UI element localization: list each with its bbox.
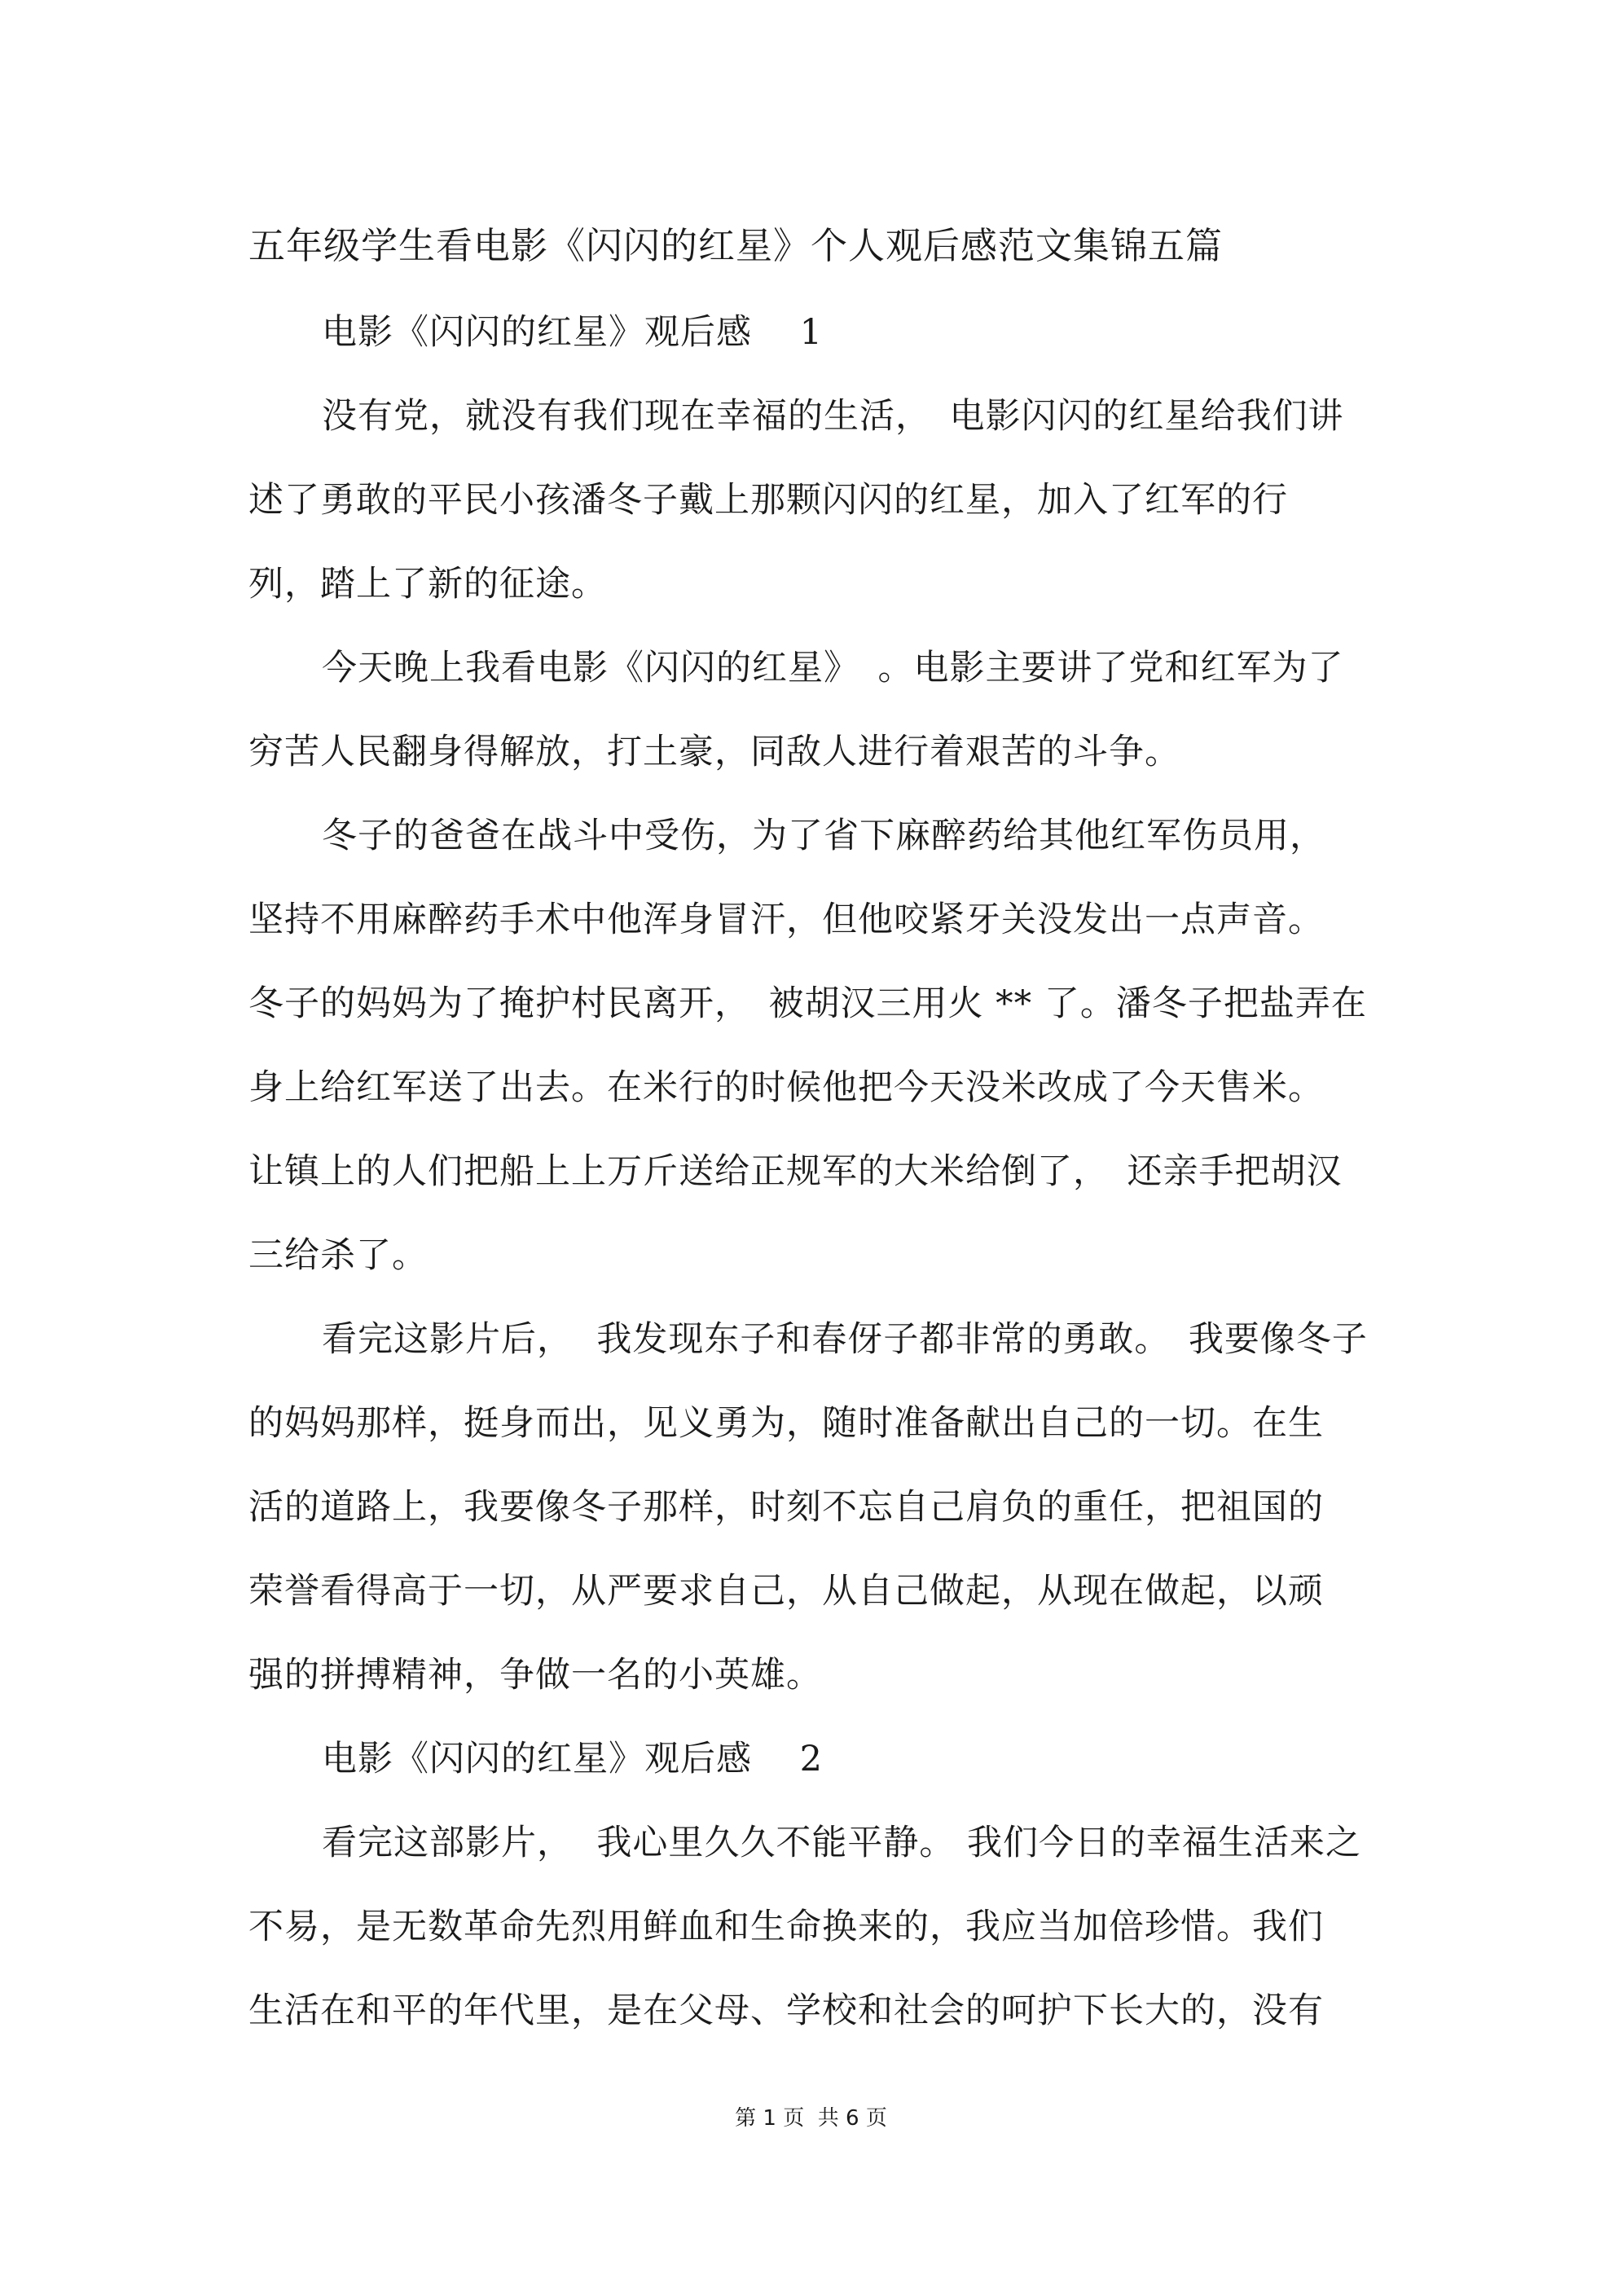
paragraph-line: 今天晚上我看电影《闪闪的红星》 。电影主要讲了党和红军为了 — [322, 648, 1344, 688]
paragraph-line: 让镇上的人们把船上上万斤送给正规军的大米给倒了， 还亲手把胡汉 — [248, 1151, 1343, 1192]
paragraph-line: 活的道路上，我要像冬子那样，时刻不忘自己肩负的重任，把祖国的 — [248, 1487, 1324, 1528]
paragraph-line: 穷苦人民翻身得解放，打土豪，同敌人进行着艰苦的斗争。 — [248, 732, 1180, 772]
paragraph-line: 列，踏上了新的征途。 — [248, 564, 607, 605]
paragraph-line: 看完这影片后， 我发现东子和春伢子都非常的勇敢。 我要像冬子 — [322, 1319, 1368, 1360]
paragraph-line: 不易，是无数革命先烈用鲜血和生命换来的，我应当加倍珍惜。我们 — [248, 1907, 1324, 1947]
paragraph-line: 坚持不用麻醉药手术中他浑身冒汗，但他咬紧牙关没发出一点声音。 — [248, 899, 1324, 940]
paragraph-line: 看完这部影片， 我心里久久不能平静。 我们今日的幸福生活来之 — [322, 1823, 1362, 1863]
document-title: 五年级学生看电影《闪闪的红星》个人观后感范文集锦五篇 — [248, 224, 1224, 267]
paragraph-line: 身上给红军送了出去。在米行的时候他把今天没米改成了今天售米。 — [248, 1067, 1324, 1108]
paragraph-line: 冬子的爸爸在战斗中受伤，为了省下麻醉药给其他红军伤员用， — [322, 816, 1325, 856]
paragraph-line: 的妈妈那样，挺身而出，见义勇为，随时准备献出自己的一切。在生 — [248, 1403, 1324, 1444]
paragraph-line: 荣誉看得高于一切，从严要求自己，从自己做起，从现在做起，以顽 — [248, 1571, 1324, 1612]
section-heading-1: 电影《闪闪的红星》观后感 1 — [322, 312, 824, 353]
paragraph-line: 述了勇敢的平民小孩潘冬子戴上那颗闪闪的红星，加入了红军的行 — [248, 480, 1288, 521]
page-number-footer: 第 1 页 共 6 页 — [735, 2106, 887, 2131]
paragraph-line: 三给杀了。 — [248, 1235, 428, 1276]
paragraph-line: 强的拼搏精神，争做一名的小英雄。 — [248, 1655, 822, 1696]
section-heading-2: 电影《闪闪的红星》观后感 2 — [322, 1739, 824, 1779]
paragraph-line: 生活在和平的年代里，是在父母、学校和社会的呵护下长大的，没有 — [248, 1990, 1324, 2031]
paragraph-line: 冬子的妈妈为了掩护村民离开， 被胡汉三用火 ** 了。潘冬子把盐弄在 — [248, 983, 1367, 1024]
paragraph-line: 没有党，就没有我们现在幸福的生活， 电影闪闪的红星给我们讲 — [322, 396, 1344, 437]
